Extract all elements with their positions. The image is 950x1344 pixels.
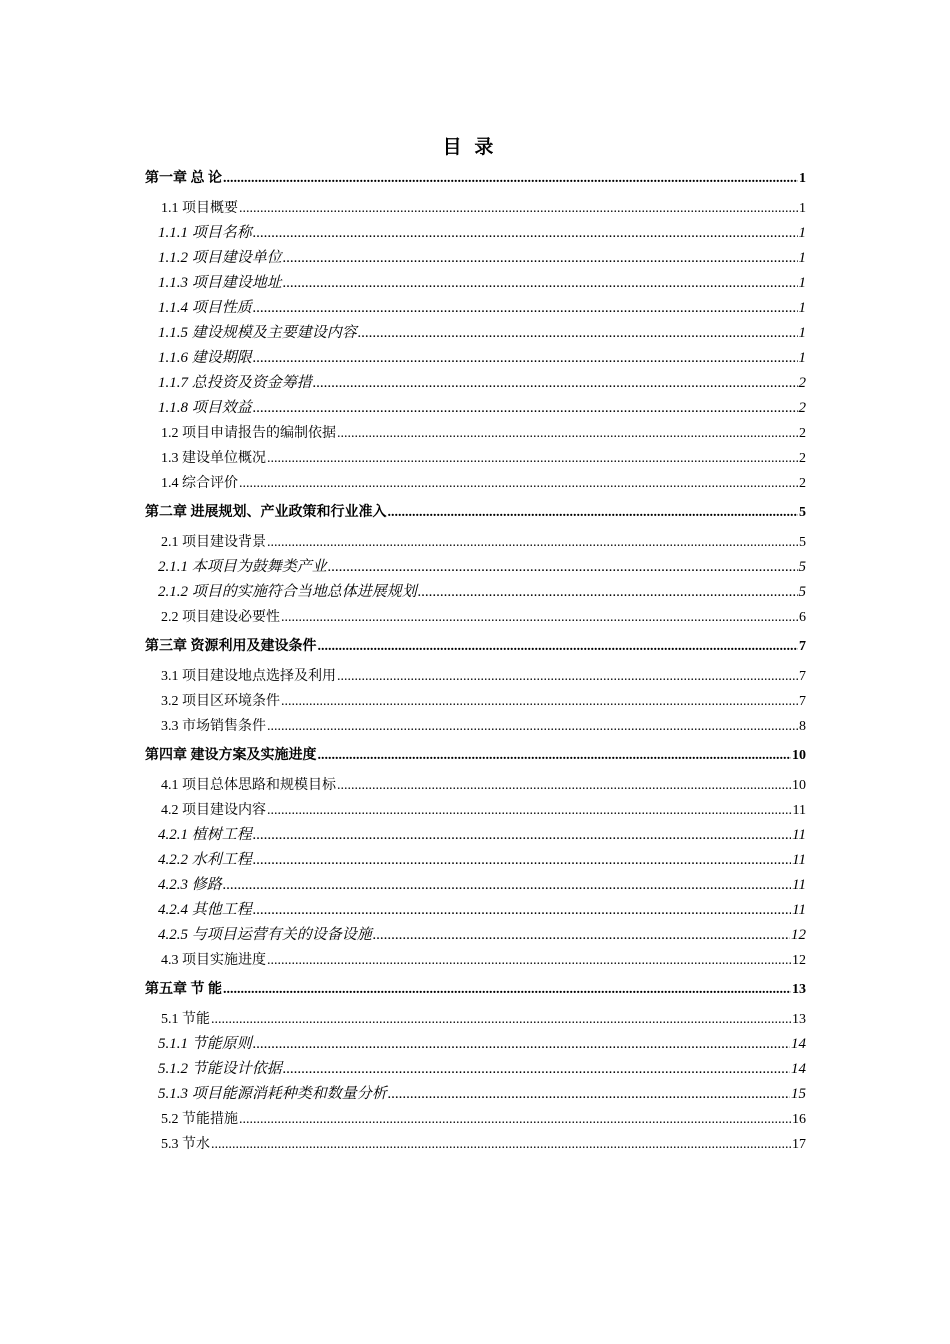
toc-entry-title: 第三章 资源利用及建设条件 xyxy=(145,639,317,654)
toc-section-entry[interactable] xyxy=(145,664,806,689)
toc-section-entry[interactable] xyxy=(145,471,806,496)
toc-subsection-entry[interactable] xyxy=(145,246,806,271)
toc-entry-title: 1.1.6 建设期限 xyxy=(158,350,252,366)
toc-page-number: 5 xyxy=(799,505,806,520)
toc-entry-title: 1.1.7 总投资及资金筹措 xyxy=(158,375,312,391)
toc-chapter-entry[interactable] xyxy=(145,166,806,192)
toc-subsection-entry[interactable] xyxy=(145,346,806,371)
toc-entry-title: 3.1 项目建设地点选择及利用 xyxy=(161,669,336,684)
toc-page-number: 11 xyxy=(792,827,806,843)
dot-leader xyxy=(337,421,798,446)
toc-section-entry[interactable] xyxy=(145,798,806,823)
toc-subsection-entry[interactable] xyxy=(145,296,806,321)
toc-page-number: 14 xyxy=(791,1036,806,1052)
toc-page-number: 16 xyxy=(792,1112,806,1127)
toc-page-number: 14 xyxy=(791,1061,806,1077)
dot-leader xyxy=(267,446,798,471)
toc-entry-title: 5.2 节能措施 xyxy=(161,1112,238,1127)
toc-page-number: 2 xyxy=(799,451,806,466)
toc-entry-title: 1.4 综合评价 xyxy=(161,476,238,491)
dot-leader xyxy=(337,773,791,798)
dot-leader xyxy=(283,246,798,271)
toc-subsection-entry[interactable] xyxy=(145,396,806,421)
table-of-contents xyxy=(145,166,806,1157)
toc-subsection-entry[interactable] xyxy=(145,848,806,873)
toc-chapter-entry[interactable] xyxy=(145,743,806,769)
toc-entry-title: 1.1.2 项目建设单位 xyxy=(158,250,282,266)
toc-page-number: 1 xyxy=(799,201,806,216)
toc-page-number: 12 xyxy=(792,953,806,968)
toc-entry-title: 第二章 进展规划、产业政策和行业准入 xyxy=(145,505,387,520)
dot-leader xyxy=(267,798,792,823)
dot-leader xyxy=(267,714,798,739)
dot-leader xyxy=(328,555,798,580)
dot-leader xyxy=(253,221,798,246)
toc-chapter-entry[interactable] xyxy=(145,634,806,660)
toc-page-number: 7 xyxy=(799,694,806,709)
dot-leader xyxy=(253,898,791,923)
toc-page-number: 2 xyxy=(798,400,806,416)
toc-page-number: 13 xyxy=(792,1012,806,1027)
toc-entry-title: 4.2 项目建设内容 xyxy=(161,803,266,818)
toc-entry-title: 1.3 建设单位概况 xyxy=(161,451,266,466)
dot-leader xyxy=(313,371,798,396)
toc-entry-title: 1.1.5 建设规模及主要建设内容 xyxy=(158,325,357,341)
toc-section-entry[interactable] xyxy=(145,1132,806,1157)
dot-leader xyxy=(283,271,798,296)
toc-subsection-entry[interactable] xyxy=(145,555,806,580)
toc-page-number: 7 xyxy=(799,669,806,684)
toc-section-entry[interactable] xyxy=(145,1107,806,1132)
toc-entry-title: 1.1.8 项目效益 xyxy=(158,400,252,416)
dot-leader xyxy=(283,1057,790,1082)
dot-leader xyxy=(253,823,791,848)
toc-entry-title: 5.1 节能 xyxy=(161,1012,210,1027)
toc-subsection-entry[interactable] xyxy=(145,1057,806,1082)
toc-entry-title: 1.1.1 项目名称 xyxy=(158,225,252,241)
toc-entry-title: 4.2.2 水利工程 xyxy=(158,852,252,868)
toc-entry-title: 5.1.2 节能设计依据 xyxy=(158,1061,282,1077)
toc-entry-title: 4.2.5 与项目运营有关的设备设施 xyxy=(158,927,372,943)
toc-entry-title: 第五章 节 能 xyxy=(145,982,222,997)
toc-subsection-entry[interactable] xyxy=(145,221,806,246)
toc-entry-title: 1.1.4 项目性质 xyxy=(158,300,252,316)
dot-leader xyxy=(418,580,798,605)
dot-leader xyxy=(373,923,790,948)
toc-page-number: 10 xyxy=(792,748,806,763)
toc-section-entry[interactable] xyxy=(145,446,806,471)
toc-section-entry[interactable] xyxy=(145,530,806,555)
toc-entry-title: 1.2 项目申请报告的编制依据 xyxy=(161,426,336,441)
toc-section-entry[interactable] xyxy=(145,1007,806,1032)
toc-page-number: 11 xyxy=(792,803,806,818)
toc-subsection-entry[interactable] xyxy=(145,371,806,396)
toc-page-number: 13 xyxy=(792,982,806,997)
dot-leader xyxy=(223,166,798,192)
toc-entry-title: 第四章 建设方案及实施进度 xyxy=(145,748,317,763)
dot-leader xyxy=(239,196,798,221)
toc-subsection-entry[interactable] xyxy=(145,898,806,923)
toc-subsection-entry[interactable] xyxy=(145,580,806,605)
toc-page-number: 11 xyxy=(792,902,806,918)
toc-entry-title: 4.3 项目实施进度 xyxy=(161,953,266,968)
toc-subsection-entry[interactable] xyxy=(145,321,806,346)
dot-leader xyxy=(267,530,798,555)
toc-entry-title: 4.1 项目总体思路和规模目标 xyxy=(161,778,336,793)
toc-page-number: 1 xyxy=(798,350,806,366)
toc-page-number: 12 xyxy=(791,927,806,943)
dot-leader xyxy=(253,296,798,321)
dot-leader xyxy=(253,346,798,371)
toc-page-number: 2 xyxy=(799,426,806,441)
toc-section-entry[interactable] xyxy=(145,605,806,630)
toc-section-entry[interactable] xyxy=(145,421,806,446)
dot-leader xyxy=(253,396,798,421)
toc-page-number: 1 xyxy=(798,300,806,316)
toc-page-number: 2 xyxy=(799,476,806,491)
toc-page-number: 1 xyxy=(798,225,806,241)
toc-entry-title: 2.2 项目建设必要性 xyxy=(161,610,280,625)
toc-subsection-entry[interactable] xyxy=(145,923,806,948)
dot-leader xyxy=(358,321,798,346)
toc-subsection-entry[interactable] xyxy=(145,1082,806,1107)
toc-entry-title: 第一章 总 论 xyxy=(145,171,222,186)
toc-entry-title: 2.1 项目建设背景 xyxy=(161,535,266,550)
toc-entry-title: 2.1.1 本项目为鼓舞类产业 xyxy=(158,559,327,575)
toc-entry-title: 1.1 项目概要 xyxy=(161,201,238,216)
dot-leader xyxy=(318,634,799,660)
dot-leader xyxy=(211,1132,791,1157)
toc-page-number: 6 xyxy=(799,610,806,625)
dot-leader xyxy=(337,664,798,689)
toc-subsection-entry[interactable] xyxy=(145,823,806,848)
toc-page-number: 5 xyxy=(799,535,806,550)
toc-section-entry[interactable] xyxy=(145,689,806,714)
dot-leader xyxy=(223,873,791,898)
toc-entry-title: 5.1.3 项目能源消耗种类和数量分析 xyxy=(158,1086,387,1102)
toc-chapter-entry[interactable] xyxy=(145,500,806,526)
dot-leader xyxy=(253,1032,790,1057)
dot-leader xyxy=(388,500,799,526)
toc-page-number: 1 xyxy=(798,275,806,291)
toc-entry-title: 2.1.2 项目的实施符合当地总体进展规划 xyxy=(158,584,417,600)
dot-leader xyxy=(267,948,791,973)
toc-page-number: 1 xyxy=(799,171,806,186)
toc-page-number: 7 xyxy=(799,639,806,654)
toc-entry-title: 5.1.1 节能原则 xyxy=(158,1036,252,1052)
toc-page-number: 1 xyxy=(798,250,806,266)
toc-page-number: 10 xyxy=(792,778,806,793)
toc-section-entry[interactable] xyxy=(145,196,806,221)
toc-page-number: 8 xyxy=(799,719,806,734)
toc-entry-title: 3.3 市场销售条件 xyxy=(161,719,266,734)
toc-page-number: 2 xyxy=(798,375,806,391)
dot-leader xyxy=(223,977,791,1003)
toc-entry-title: 4.2.4 其他工程 xyxy=(158,902,252,918)
dot-leader xyxy=(253,848,791,873)
toc-page-number: 17 xyxy=(792,1137,806,1152)
toc-subsection-entry[interactable] xyxy=(145,271,806,296)
toc-entry-title: 1.1.3 项目建设地址 xyxy=(158,275,282,291)
dot-leader xyxy=(281,605,798,630)
dot-leader xyxy=(388,1082,790,1107)
toc-section-entry[interactable] xyxy=(145,773,806,798)
dot-leader xyxy=(239,1107,791,1132)
toc-page-number: 11 xyxy=(792,877,806,893)
toc-page-number: 5 xyxy=(798,584,806,600)
dot-leader xyxy=(211,1007,791,1032)
toc-entry-title: 5.3 节水 xyxy=(161,1137,210,1152)
toc-entry-title: 4.2.1 植树工程 xyxy=(158,827,252,843)
toc-subsection-entry[interactable] xyxy=(145,1032,806,1057)
toc-section-entry[interactable] xyxy=(145,714,806,739)
dot-leader xyxy=(239,471,798,496)
toc-subsection-entry[interactable] xyxy=(145,873,806,898)
toc-section-entry[interactable] xyxy=(145,948,806,973)
toc-page-number: 11 xyxy=(792,852,806,868)
toc-page-number: 1 xyxy=(798,325,806,341)
toc-page-number: 5 xyxy=(798,559,806,575)
dot-leader xyxy=(281,689,798,714)
dot-leader xyxy=(318,743,792,769)
toc-entry-title: 3.2 项目区环境条件 xyxy=(161,694,280,709)
toc-entry-title: 4.2.3 修路 xyxy=(158,877,222,893)
toc-title: 目 录 xyxy=(442,137,498,158)
toc-chapter-entry[interactable] xyxy=(145,977,806,1003)
toc-page-number: 15 xyxy=(791,1086,806,1102)
